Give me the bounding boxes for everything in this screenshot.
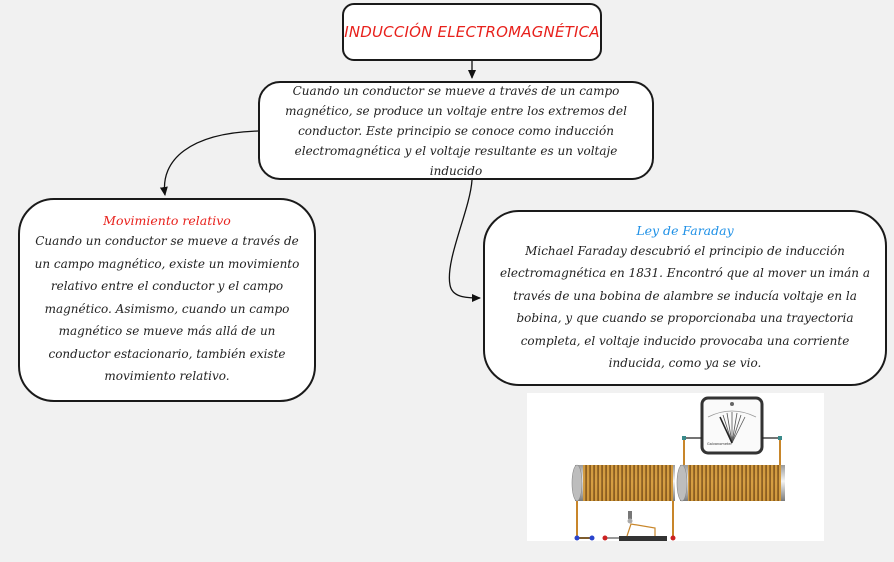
movimiento-relativo-node[interactable] [18, 198, 316, 402]
arrow-main-to-movimiento [164, 131, 258, 195]
induction-illustration [527, 393, 824, 541]
svg-text:Galvanometer: Galvanometer [707, 442, 732, 446]
title-node[interactable] [342, 3, 602, 61]
main-concept-text: Cuando un conductor se mueve a través de un campo magnético, se produce un voltaje entre los extremos del conductor. Este principio se conoce como inducción electromagnética y el voltaje resultante es un voltaje inducido [285, 83, 627, 178]
left-coil-icon [572, 465, 675, 501]
movimiento-relativo-title: Movimiento relativo [103, 213, 231, 229]
ley-de-faraday-text: Michael Faraday descubrió el principio de inducción electromagnética en 1831. Encontró que al mover un imán a través de una bobina de alambre se inducía voltaje en la bobina, y que cuando se proporcionaba una trayectoria completa, el voltaje inducido provocaba una corriente inducida, como ya se vio. [499, 243, 871, 370]
ley-de-faraday-node[interactable] [483, 210, 887, 386]
galvanometer-icon [702, 398, 762, 453]
right-coil-icon [677, 465, 785, 501]
movimiento-relativo-text: Cuando un conductor se mueve a través de un campo magnético, existe un movimiento relativo entre el conductor y el campo magnético. Asimismo, cuando un campo magnético se mueve más allá de un conductor estacionario, también existe movimiento relativo. [34, 234, 300, 384]
ley-de-faraday-title: Ley de Faraday [636, 222, 734, 238]
switch-icon [619, 511, 667, 541]
main-concept-node[interactable] [258, 81, 654, 180]
diagram-title: INDUCCIÓN ELECTROMAGNÉTICA [344, 23, 600, 41]
arrow-main-to-faraday [449, 180, 480, 298]
